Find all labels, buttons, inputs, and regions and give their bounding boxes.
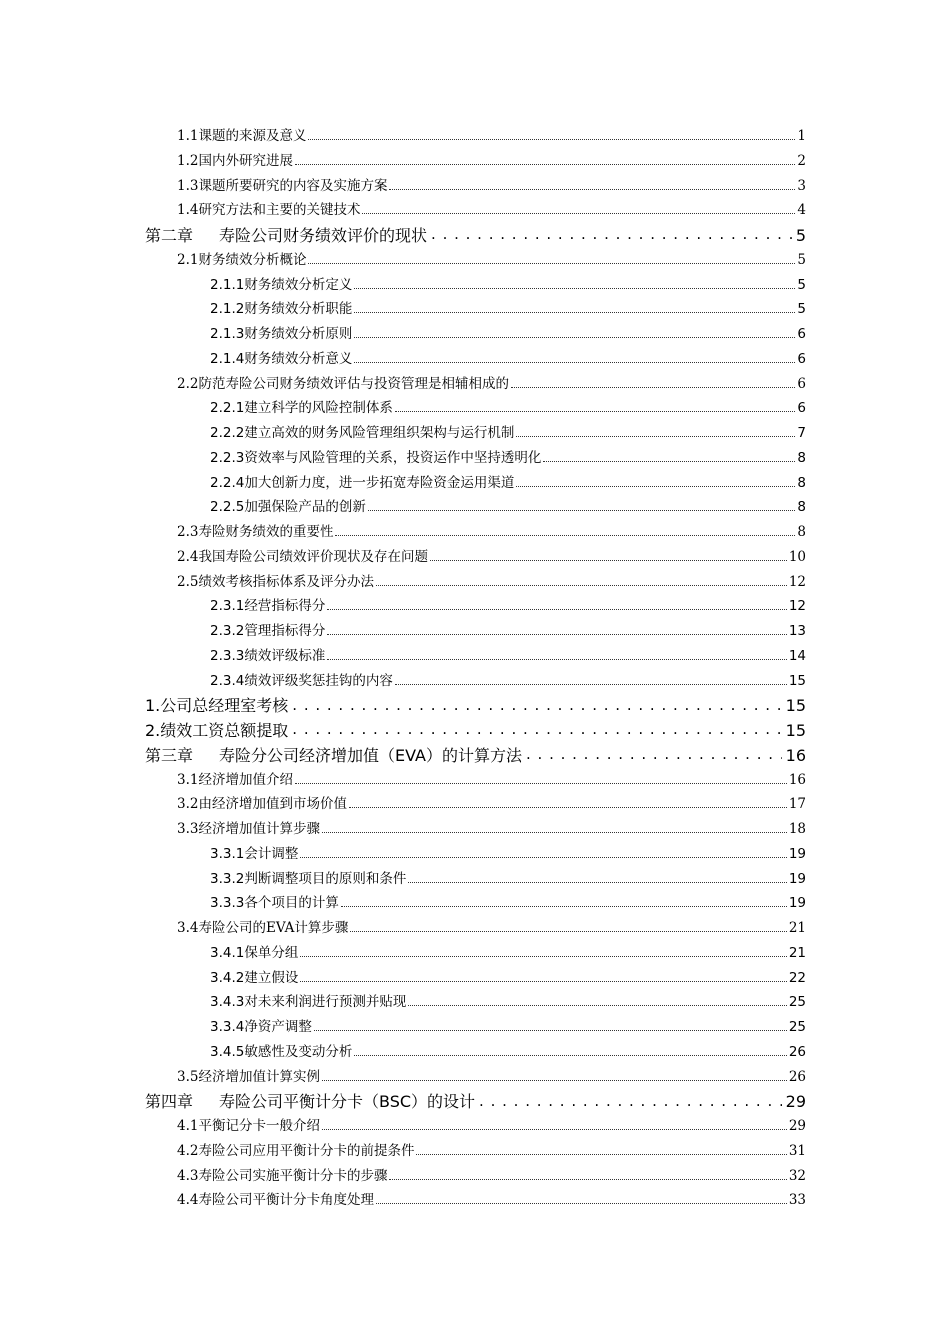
toc-entry-title bbox=[177, 1065, 320, 1090]
toc-page-number: 12 bbox=[788, 598, 806, 615]
toc-dot-leader bbox=[431, 223, 792, 241]
toc-page-number: 6 bbox=[797, 400, 806, 417]
toc-subsection-entry[interactable] bbox=[0, 495, 950, 520]
toc-page-number: 29 bbox=[785, 1092, 806, 1112]
toc-chapter-entry[interactable] bbox=[0, 1089, 950, 1114]
toc-chapter-entry[interactable] bbox=[0, 223, 950, 248]
toc-page-number: 14 bbox=[788, 647, 806, 664]
toc-entry-text: 3.3.1会计调整 bbox=[210, 845, 299, 862]
toc-entry-text: 3.5经济增加值计算实例 bbox=[177, 1068, 320, 1085]
toc-page-number: 19 bbox=[788, 845, 806, 862]
toc-entry-title bbox=[177, 198, 360, 223]
toc-section-entry[interactable] bbox=[0, 817, 950, 842]
toc-entry-text: 1.3课题所要研究的内容及实施方案 bbox=[177, 177, 388, 194]
toc-entry-text: 2.2.4加大创新力度，进一步拓宽寿险资金运用渠道 bbox=[210, 474, 515, 491]
toc-dot-leader bbox=[327, 634, 786, 635]
toc-subsection-entry[interactable] bbox=[0, 471, 950, 496]
toc-entry-text: 2.5绩效考核指标体系及评分办法 bbox=[177, 573, 374, 590]
toc-entry-title bbox=[177, 570, 374, 595]
toc-subsection-entry[interactable] bbox=[0, 966, 950, 991]
toc-entry-text: 3.1经济增加值介绍 bbox=[177, 771, 293, 788]
toc-section-entry[interactable] bbox=[0, 149, 950, 174]
toc-entry-text: 3.3经济增加值计算步骤 bbox=[177, 821, 320, 837]
toc-entry-text: 3.4寿险公司的EVA计算步骤 bbox=[177, 920, 349, 936]
toc-page-number: 21 bbox=[788, 944, 806, 961]
toc-section-entry[interactable] bbox=[0, 124, 950, 149]
toc-entry-title bbox=[177, 1139, 414, 1164]
toc-dot-leader bbox=[416, 1154, 786, 1155]
toc-dot-leader bbox=[300, 956, 786, 957]
toc-page-number: 29 bbox=[788, 1118, 806, 1134]
toc-page-number: 32 bbox=[788, 1167, 806, 1184]
toc-dot-leader bbox=[354, 337, 795, 338]
toc-dot-leader bbox=[516, 486, 795, 487]
toc-page-number: 21 bbox=[788, 920, 806, 936]
toc-page-number: 19 bbox=[788, 870, 806, 887]
toc-subsection-entry[interactable] bbox=[0, 396, 950, 421]
toc-page-number: 31 bbox=[788, 1142, 806, 1159]
toc-entry-title bbox=[145, 744, 522, 769]
toc-entry-text: 1.公司总经理室考核 bbox=[145, 696, 289, 716]
toc-dot-leader bbox=[300, 981, 786, 982]
toc-entry-title bbox=[210, 619, 325, 644]
toc-dot-leader bbox=[327, 659, 786, 660]
toc-entry-text: 2.1财务绩效分析概论 bbox=[177, 251, 307, 268]
toc-entry-text: 寿险公司平衡计分卡（BSC）的设计 bbox=[219, 1092, 476, 1112]
toc-entry-title bbox=[177, 174, 387, 199]
toc-page-number: 8 bbox=[797, 499, 806, 516]
toc-entry-title bbox=[210, 347, 352, 372]
toc-subsection-entry[interactable] bbox=[0, 891, 950, 916]
toc-entry-text: 1.2国内外研究进展 bbox=[177, 152, 293, 169]
toc-entry-title bbox=[177, 372, 509, 397]
toc-subsection-entry[interactable] bbox=[0, 297, 950, 322]
toc-dot-leader bbox=[292, 693, 781, 711]
toc-entry-title bbox=[210, 966, 298, 991]
toc-chapter-entry[interactable] bbox=[0, 718, 950, 743]
toc-page-number: 8 bbox=[797, 449, 806, 466]
toc-dot-leader bbox=[368, 510, 796, 511]
toc-section-entry[interactable] bbox=[0, 198, 950, 223]
toc-entry-title bbox=[210, 273, 352, 298]
toc-page-number: 26 bbox=[788, 1043, 806, 1060]
toc-section-entry[interactable] bbox=[0, 916, 950, 941]
toc-page-number: 16 bbox=[785, 745, 806, 765]
toc-section-entry[interactable] bbox=[0, 1114, 950, 1139]
toc-page-number: 6 bbox=[797, 350, 806, 367]
toc-entry-text: 2.绩效工资总额提取 bbox=[145, 721, 289, 740]
toc-page-number: 15 bbox=[785, 696, 806, 716]
toc-subsection-entry[interactable] bbox=[0, 446, 950, 471]
toc-dot-leader bbox=[327, 609, 786, 610]
toc-entry-text: 3.3.3各个项目的计算 bbox=[210, 895, 339, 912]
toc-section-entry[interactable] bbox=[0, 1065, 950, 1090]
toc-entry-title bbox=[145, 1090, 475, 1115]
toc-entry-title bbox=[177, 520, 333, 545]
toc-dot-leader bbox=[511, 387, 795, 388]
toc-page-number: 25 bbox=[788, 1019, 806, 1035]
toc-dot-leader bbox=[354, 312, 795, 313]
toc-entry-title bbox=[210, 990, 406, 1015]
toc-dot-leader bbox=[300, 857, 786, 858]
toc-entry-title bbox=[210, 297, 352, 322]
toc-entry-text: 1.1课题的来源及意义 bbox=[177, 128, 307, 144]
toc-section-entry[interactable] bbox=[0, 768, 950, 793]
toc-entry-title bbox=[177, 916, 348, 941]
toc-entry-title bbox=[145, 694, 288, 719]
toc-entry-text: 4.1平衡记分卡一般介绍 bbox=[177, 1118, 320, 1134]
toc-page-number: 10 bbox=[788, 548, 806, 565]
toc-dot-leader bbox=[395, 411, 796, 412]
toc-section-entry[interactable] bbox=[0, 1164, 950, 1189]
toc-entry-title bbox=[210, 891, 339, 916]
toc-dot-leader bbox=[376, 1203, 787, 1204]
toc-dot-leader bbox=[354, 1055, 786, 1056]
toc-entry-title bbox=[210, 1040, 352, 1065]
toc-entry-text: 2.2.5加强保险产品的创新 bbox=[210, 499, 366, 516]
toc-dot-leader bbox=[314, 1030, 787, 1031]
toc-entry-title bbox=[210, 396, 393, 421]
toc-entry-title bbox=[177, 1188, 374, 1213]
toc-entry-text: 寿险公司财务绩效评价的现状 bbox=[219, 226, 428, 245]
toc-subsection-entry[interactable] bbox=[0, 867, 950, 892]
toc-entry-title bbox=[210, 421, 514, 446]
toc-section-entry[interactable] bbox=[0, 520, 950, 545]
toc-entry-text: 3.3.4净资产调整 bbox=[210, 1019, 312, 1035]
toc-entry-text: 4.3寿险公司实施平衡计分卡的步骤 bbox=[177, 1167, 388, 1184]
toc-chapter-entry[interactable] bbox=[0, 743, 950, 768]
toc-page-number: 15 bbox=[785, 721, 806, 740]
toc-dot-leader bbox=[295, 783, 787, 784]
toc-entry-text: 3.4.2建立假设 bbox=[210, 969, 299, 986]
toc-dot-leader bbox=[322, 1080, 787, 1081]
toc-entry-title bbox=[177, 248, 306, 273]
toc-page-number: 33 bbox=[788, 1192, 806, 1209]
toc-page-number: 2 bbox=[797, 152, 806, 169]
toc-page-number: 18 bbox=[788, 821, 806, 837]
toc-page-number: 6 bbox=[797, 375, 806, 392]
toc-dot-leader bbox=[341, 906, 787, 907]
toc-page-number: 3 bbox=[797, 177, 806, 194]
toc-entry-text: 2.1.4财务绩效分析意义 bbox=[210, 350, 353, 367]
toc-subsection-entry[interactable] bbox=[0, 322, 950, 347]
toc-entry-text: 3.4.5敏感性及变动分析 bbox=[210, 1043, 353, 1060]
toc-dot-leader bbox=[408, 1005, 786, 1006]
toc-entry-title bbox=[210, 446, 541, 471]
toc-dot-leader bbox=[308, 139, 795, 140]
toc-subsection-entry[interactable] bbox=[0, 669, 950, 694]
toc-page-number: 16 bbox=[788, 771, 806, 788]
toc-dot-leader bbox=[408, 882, 786, 883]
toc-entry-title bbox=[177, 1164, 387, 1189]
toc-entry-title bbox=[210, 594, 325, 619]
toc-dot-leader bbox=[430, 560, 787, 561]
toc-page-number: 6 bbox=[797, 326, 806, 342]
toc-entry-text: 3.3.2判断调整项目的原则和条件 bbox=[210, 870, 407, 887]
toc-chapter-entry[interactable] bbox=[0, 693, 950, 718]
toc-subsection-entry[interactable] bbox=[0, 1015, 950, 1040]
toc-entry-text: 2.2.2建立高效的财务风险管理组织架构与运行机制 bbox=[210, 425, 515, 441]
toc-page-number: 22 bbox=[788, 969, 806, 986]
toc-entry-text: 2.3.1经营指标得分 bbox=[210, 598, 326, 615]
toc-entry-title bbox=[177, 149, 293, 174]
toc-entry-title bbox=[177, 792, 347, 817]
toc-subsection-entry[interactable] bbox=[0, 842, 950, 867]
toc-subsection-entry[interactable] bbox=[0, 941, 950, 966]
toc-subsection-entry[interactable] bbox=[0, 421, 950, 446]
toc-page-number: 5 bbox=[797, 276, 806, 293]
toc-subsection-entry[interactable] bbox=[0, 347, 950, 372]
toc-page-number: 5 bbox=[797, 251, 806, 268]
toc-subsection-entry[interactable] bbox=[0, 273, 950, 298]
toc-page-number: 12 bbox=[788, 573, 806, 590]
toc-entry-text: 2.2.1建立科学的风险控制体系 bbox=[210, 400, 393, 417]
toc-entry-title bbox=[210, 495, 366, 520]
toc-dot-leader bbox=[295, 164, 795, 165]
toc-entry-title bbox=[177, 1114, 320, 1139]
toc-page-number: 5 bbox=[795, 226, 806, 245]
toc-dot-leader bbox=[362, 213, 795, 214]
toc-entry-title bbox=[210, 322, 352, 347]
toc-page-number: 15 bbox=[788, 672, 806, 689]
toc-dot-leader bbox=[322, 832, 787, 833]
toc-entry-title bbox=[177, 124, 306, 149]
toc-entry-title bbox=[210, 644, 325, 669]
toc-page-number: 17 bbox=[788, 796, 806, 813]
toc-section-entry[interactable] bbox=[0, 372, 950, 397]
toc-dot-leader bbox=[308, 263, 795, 264]
toc-dot-leader bbox=[354, 362, 795, 363]
toc-page-number: 1 bbox=[797, 128, 806, 144]
toc-entry-title bbox=[210, 941, 298, 966]
toc-page-number: 25 bbox=[788, 994, 806, 1011]
toc-entry-title bbox=[177, 545, 428, 570]
toc-entry-text: 2.1.1财务绩效分析定义 bbox=[210, 276, 353, 293]
toc-section-entry[interactable] bbox=[0, 248, 950, 273]
toc-section-entry[interactable] bbox=[0, 174, 950, 199]
toc-dot-leader bbox=[389, 1179, 786, 1180]
toc-entry-text: 2.3.2管理指标得分 bbox=[210, 623, 326, 639]
toc-subsection-entry[interactable] bbox=[0, 644, 950, 669]
toc-page-number: 8 bbox=[797, 524, 806, 540]
toc-subsection-entry[interactable] bbox=[0, 1040, 950, 1065]
toc-page-number: 5 bbox=[797, 301, 806, 318]
toc-section-entry[interactable] bbox=[0, 545, 950, 570]
toc-dot-leader bbox=[322, 1129, 787, 1130]
toc-page-number: 19 bbox=[788, 895, 806, 912]
toc-entry-text: 3.4.3对未来利润进行预测并贴现 bbox=[210, 994, 407, 1011]
toc-entry-title bbox=[210, 867, 406, 892]
toc-chapter-number: 第三章 bbox=[145, 745, 194, 765]
toc-page-number: 4 bbox=[797, 202, 806, 219]
toc-dot-leader bbox=[335, 535, 795, 536]
toc-dot-leader bbox=[292, 718, 781, 736]
toc-entry-text: 4.2寿险公司应用平衡计分卡的前提条件 bbox=[177, 1142, 415, 1159]
toc-entry-title bbox=[210, 669, 393, 694]
toc-section-entry[interactable] bbox=[0, 570, 950, 595]
toc-dot-leader bbox=[350, 931, 786, 932]
toc-entry-text: 3.2由经济增加值到市场价值 bbox=[177, 796, 347, 813]
toc-entry-text: 2.3.4绩效评级奖惩挂钩的内容 bbox=[210, 672, 393, 689]
toc-chapter-number: 第二章 bbox=[145, 226, 194, 245]
toc-subsection-entry[interactable] bbox=[0, 594, 950, 619]
toc-dot-leader bbox=[516, 436, 795, 437]
toc-entry-text: 3.4.1保单分组 bbox=[210, 944, 299, 961]
toc-entry-text: 寿险分公司经济增加值（EVA）的计算方法 bbox=[219, 745, 522, 765]
table-of-contents bbox=[0, 124, 950, 1213]
toc-entry-title bbox=[177, 817, 320, 842]
toc-entry-title bbox=[210, 1015, 312, 1040]
toc-page-number: 7 bbox=[797, 425, 806, 441]
toc-subsection-entry[interactable] bbox=[0, 990, 950, 1015]
toc-subsection-entry[interactable] bbox=[0, 619, 950, 644]
toc-page-number: 13 bbox=[788, 623, 806, 639]
toc-dot-leader bbox=[526, 743, 782, 761]
toc-section-entry[interactable] bbox=[0, 1188, 950, 1213]
toc-dot-leader bbox=[376, 585, 787, 586]
toc-entry-text: 2.2.3资效率与风险管理的关系，投资运作中坚持透明化 bbox=[210, 449, 542, 466]
toc-entry-title bbox=[210, 842, 298, 867]
toc-entry-text: 2.4我国寿险公司绩效评价现状及存在问题 bbox=[177, 548, 428, 565]
toc-page-number: 8 bbox=[797, 474, 806, 491]
toc-dot-leader bbox=[389, 189, 795, 190]
toc-entry-title bbox=[145, 719, 288, 744]
toc-dot-leader bbox=[349, 807, 787, 808]
toc-entry-title bbox=[145, 224, 427, 249]
toc-chapter-number: 第四章 bbox=[145, 1092, 194, 1112]
toc-entry-text: 2.1.3财务绩效分析原则 bbox=[210, 326, 353, 342]
toc-entry-text: 2.3.3绩效评级标准 bbox=[210, 647, 326, 664]
toc-section-entry[interactable] bbox=[0, 1139, 950, 1164]
toc-entry-text: 2.3寿险财务绩效的重要性 bbox=[177, 524, 334, 540]
toc-section-entry[interactable] bbox=[0, 792, 950, 817]
toc-entry-title bbox=[210, 471, 514, 496]
toc-dot-leader bbox=[479, 1089, 782, 1107]
toc-entry-text: 1.4研究方法和主要的关键技术 bbox=[177, 202, 361, 219]
toc-entry-title bbox=[177, 768, 293, 793]
toc-entry-text: 2.1.2财务绩效分析职能 bbox=[210, 301, 353, 318]
toc-entry-text: 2.2防范寿险公司财务绩效评估与投资管理是相辅相成的 bbox=[177, 375, 509, 392]
toc-entry-text: 4.4寿险公司平衡计分卡角度处理 bbox=[177, 1192, 374, 1209]
toc-dot-leader bbox=[543, 461, 795, 462]
toc-dot-leader bbox=[395, 684, 787, 685]
toc-page-number: 26 bbox=[788, 1068, 806, 1085]
toc-dot-leader bbox=[354, 288, 795, 289]
